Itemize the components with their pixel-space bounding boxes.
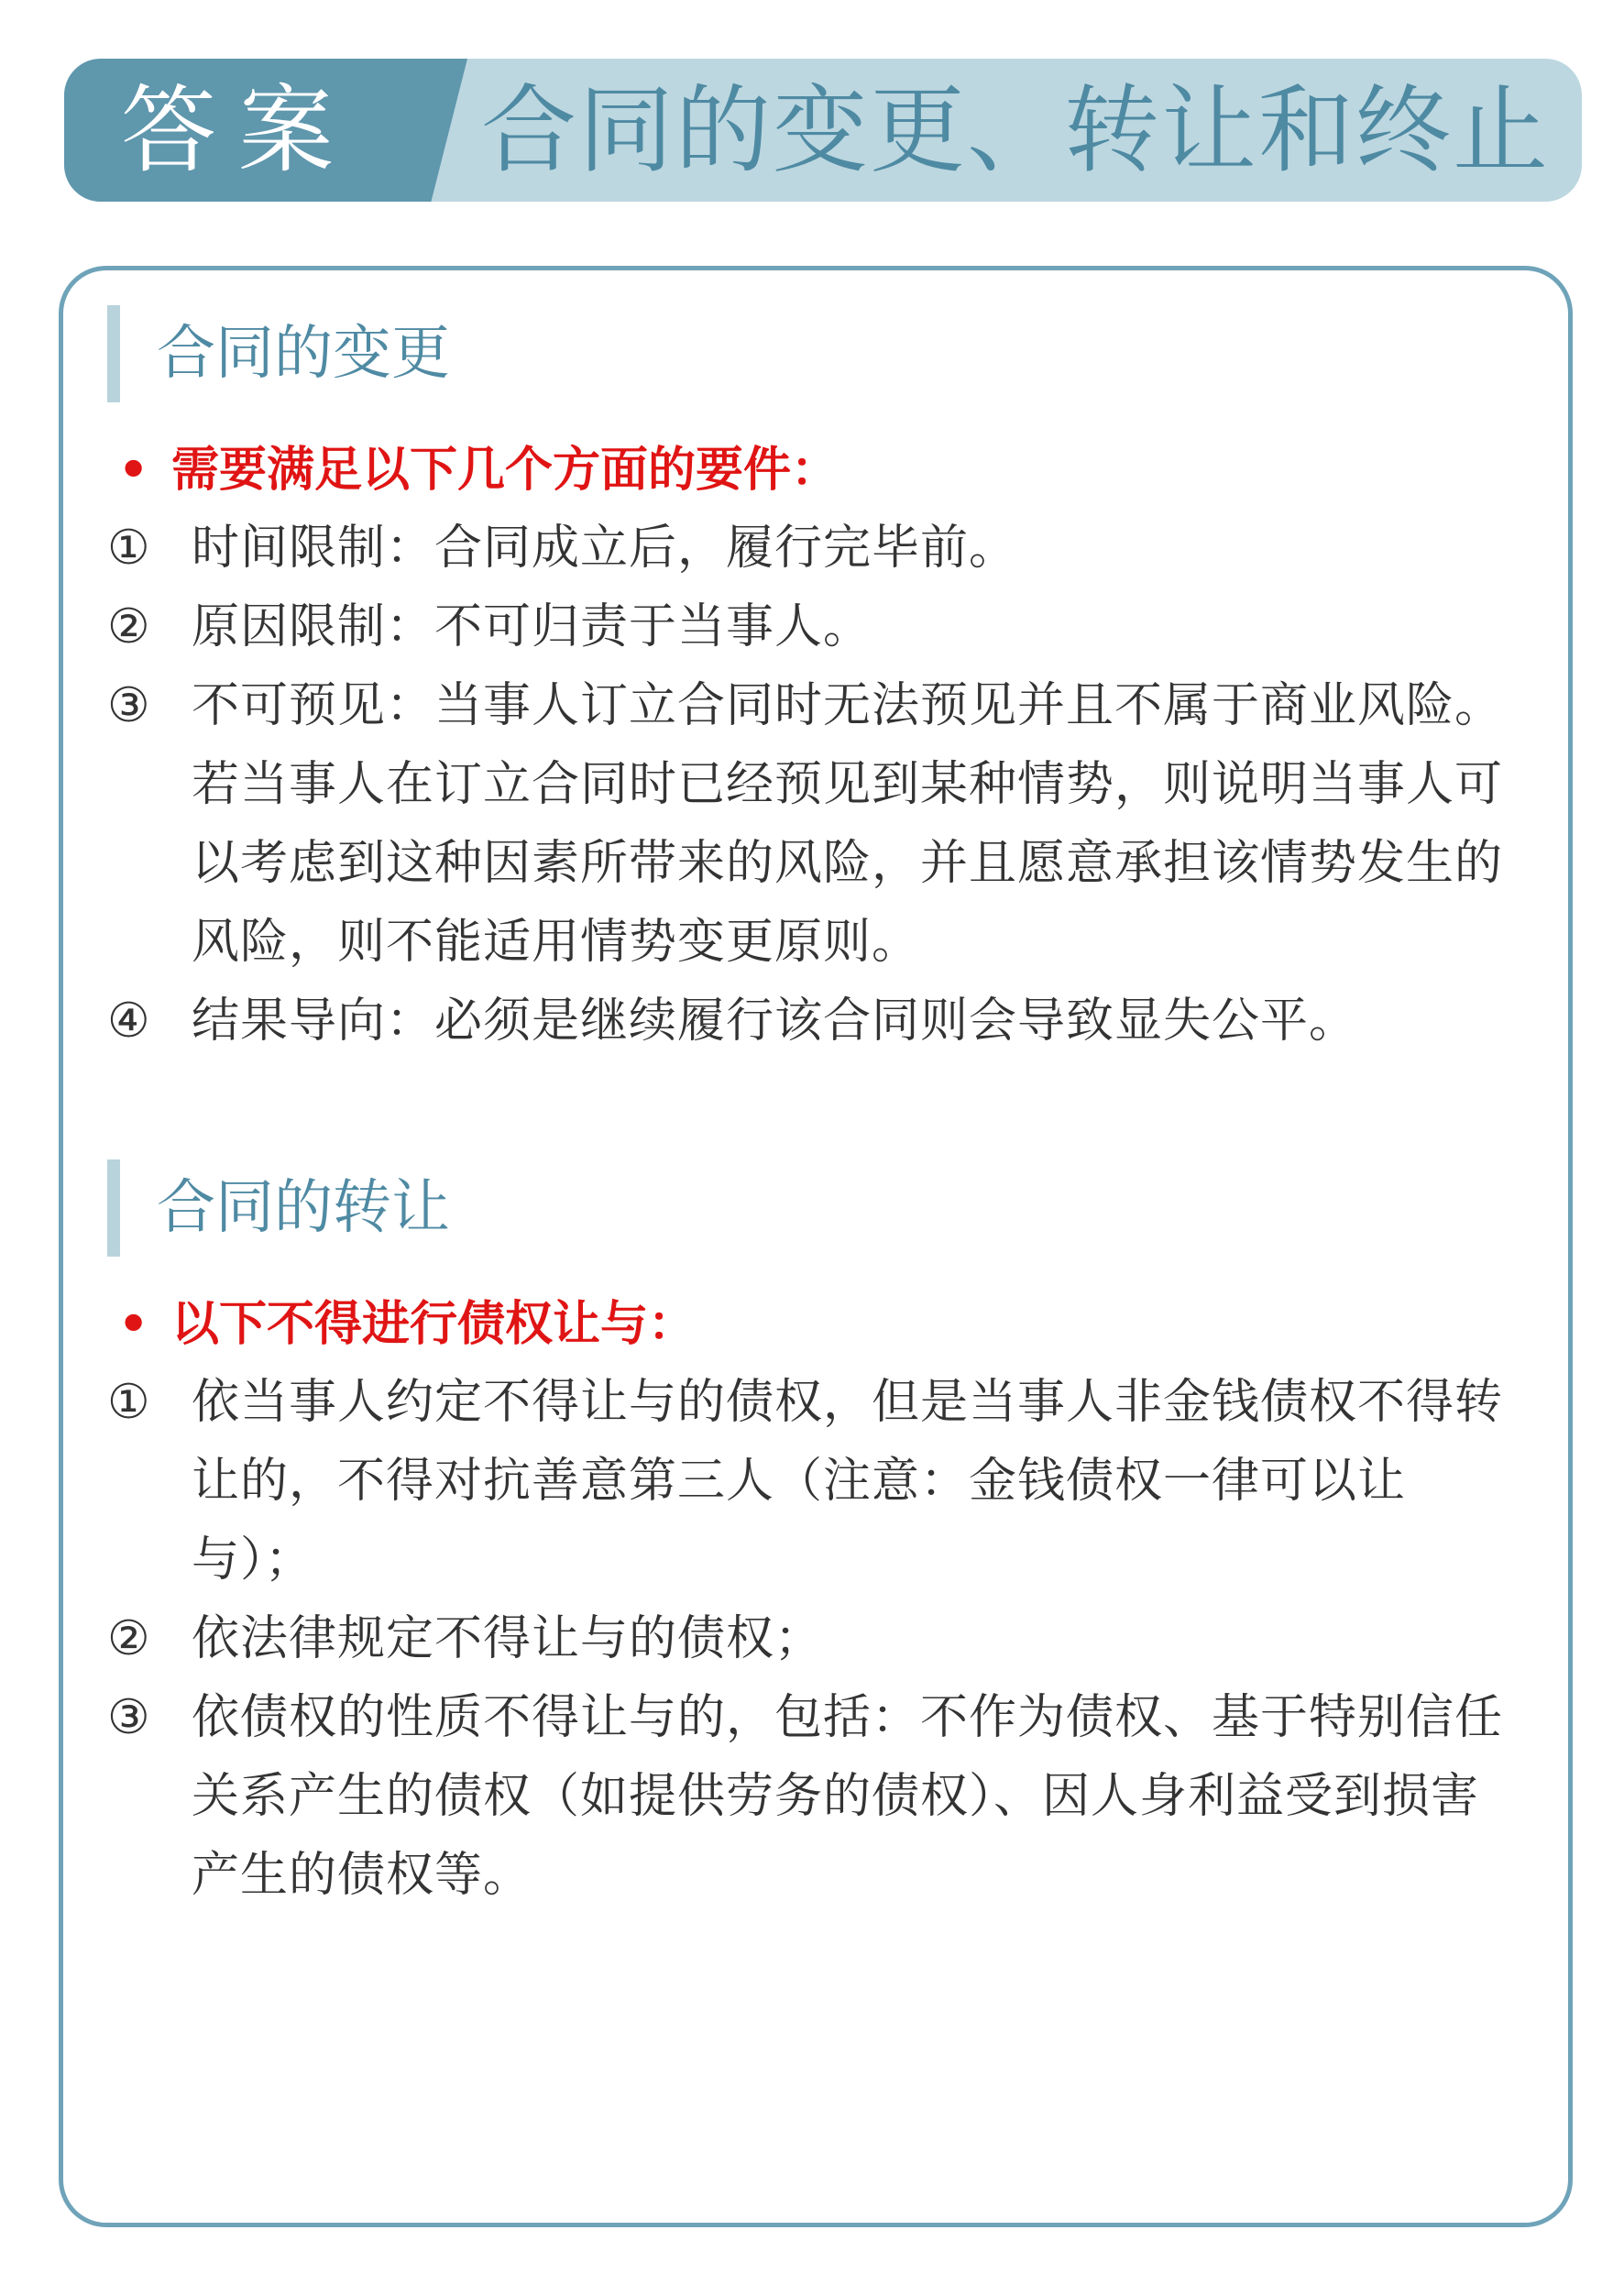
page-title: 合同的变更、转让和终止: [481, 74, 1551, 186]
item-text: 时间限制：合同成立后，履行完毕前。: [192, 521, 1018, 576]
section-title-text: 合同的变更: [157, 320, 450, 388]
bullet-icon: •: [118, 1297, 149, 1352]
item-text: 不可预见：当事人订立合同时无法预见并且不属于商业风险。若当事人在订立合同时已经预见到某种情势，则说明当事人可以考虑到这种因素所带来的风险，并且愿意承担该情势发生的风险，则不能适用情势变更原则。: [192, 678, 1504, 970]
section-title: [107, 1158, 1519, 1258]
section-contract-change: [107, 303, 1519, 1060]
lead-text: 以下不得进行债权让与：: [171, 1297, 697, 1352]
item-text: 依当事人约定不得让与的债权，但是当事人非金钱债权不得转让的，不得对抗善意第三人（注意：金钱债权一律可以让与）；: [192, 1375, 1504, 1587]
header-banner: [64, 59, 1582, 202]
list-item: [107, 509, 1519, 588]
item-number: ③: [107, 1690, 151, 1745]
lead-line: [107, 432, 1519, 509]
item-text: 依债权的性质不得让与的，包括：不作为债权、基于特别信任关系产生的债权（如提供劳务的债权）、因人身利益受到损害产生的债权等。: [192, 1690, 1504, 1903]
bullet-icon: •: [118, 443, 149, 498]
answer-tag-label: 答案: [121, 74, 357, 186]
content-panel: [59, 266, 1573, 2227]
lead-text: 需要满足以下几个方面的要件：: [171, 443, 839, 498]
section-accent-bar: [107, 305, 120, 402]
list-item: [107, 1678, 1519, 1915]
section-contract-transfer: [107, 1158, 1519, 1915]
list-item: [107, 1363, 1519, 1599]
item-number: ①: [107, 521, 151, 576]
section-title: [107, 303, 1519, 404]
item-text: 依法律规定不得让与的债权；: [192, 1611, 824, 1666]
lead-line: [107, 1286, 1519, 1363]
item-number: ③: [107, 678, 151, 733]
list-item: [107, 1599, 1519, 1678]
item-text: 结果导向：必须是继续履行该合同则会导致显失公平。: [192, 994, 1358, 1049]
item-number: ①: [107, 1375, 151, 1430]
item-number: ②: [107, 1611, 151, 1666]
list-item: [107, 982, 1519, 1060]
item-number: ④: [107, 994, 151, 1049]
section-title-text: 合同的转让: [157, 1174, 450, 1242]
list-item: [107, 588, 1519, 666]
item-text: 原因限制：不可归责于当事人。: [192, 599, 872, 654]
list-item: [107, 666, 1519, 982]
item-number: ②: [107, 599, 151, 654]
section-accent-bar: [107, 1159, 120, 1257]
